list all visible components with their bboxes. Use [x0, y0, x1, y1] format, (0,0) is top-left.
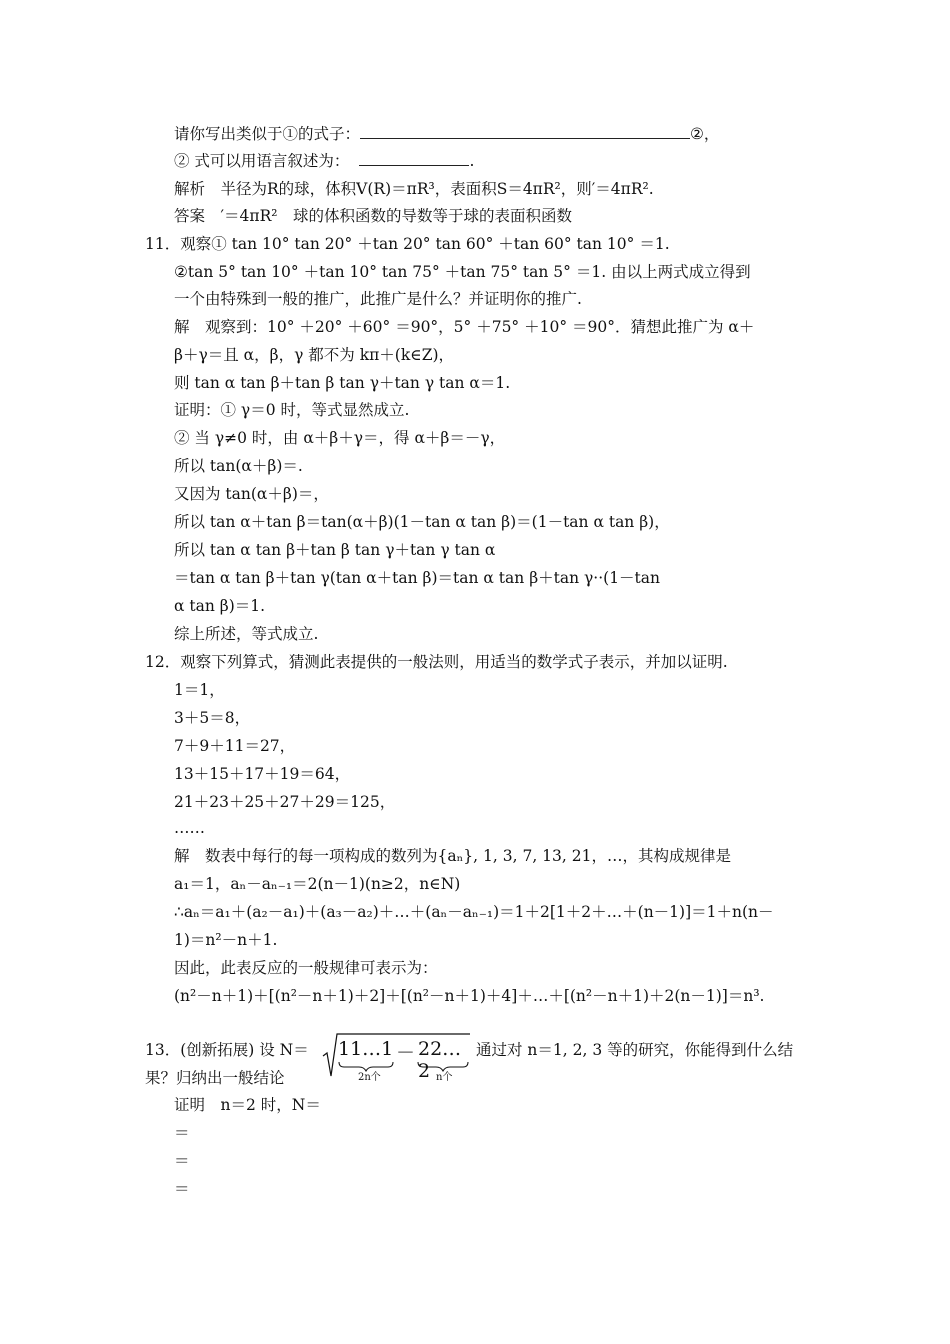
line-38: ＝: [174, 1180, 190, 1198]
line-13: 所以 tan(α＋β)＝.: [174, 457, 303, 475]
problem-13-a: 13．(创新拓展) 设 N＝: [145, 1041, 309, 1059]
sqrt-formula: [322, 1032, 472, 1084]
line-06: ②tan 5° tan 10° ＋tan 10° tan 75° ＋tan 75° tan 5° ＝1. 由以上两式成立得到: [174, 263, 751, 281]
line-01: 请你写出类似于①的式子： ②，: [174, 125, 720, 143]
line-36: ＝: [174, 1124, 190, 1142]
line-08: 解 观察到：10° ＋20° ＋60° ＝90°，5° ＋75° ＋10° ＝90°．猜想此推广为 α＋: [174, 318, 755, 336]
line-34: 果？归纳出一般结论: [145, 1069, 285, 1087]
line-28: a₁＝1，aₙ－aₙ₋₁＝2(n－1)(n≥2，n∈N): [174, 875, 461, 893]
prompt-text: 请你写出类似于①的式子：: [174, 125, 361, 143]
line-24: 13＋15＋17＋19＝64，: [174, 765, 351, 783]
line-04: 答案 ′＝4πR² 球的体积函数的导数等于球的表面积函数: [174, 207, 572, 225]
line-27: 解 数表中每行的每一项构成的数列为{aₙ}, 1, 3, 7, 13, 21，…，其构成规律是: [174, 847, 731, 865]
line-15: 所以 tan α＋tan β＝tan(α＋β)(1－tan α tan β)＝(1－tan α tan β)，: [174, 513, 670, 531]
line-16: 所以 tan α tan β＋tan β tan γ＋tan γ tan α: [174, 541, 496, 559]
line-22: 3＋5＝8，: [174, 709, 251, 727]
line-29: ∴aₙ＝a₁＋(a₂－a₁)＋(a₃－a₂)＋…＋(aₙ－aₙ₋₁)＝1＋2[1＋2＋…＋(n－1)]＝1＋n(n－: [174, 903, 774, 921]
line-19: 综上所述，等式成立.: [174, 625, 319, 643]
line-32: (n²－n＋1)＋[(n²－n＋1)＋2]＋[(n²－n＋1)＋4]＋…＋[(n²－n＋1)＋2(n－1)]＝n³.: [174, 987, 765, 1005]
twos-count: n个: [436, 1072, 453, 1083]
ones-count: 2n个: [358, 1072, 381, 1083]
answer-blank-1: [360, 124, 690, 139]
ones-term: 11…1: [338, 1038, 394, 1060]
line-03: 解析 半径为R的球，体积V(R)＝πR³，表面积S＝4πR²，则′＝4πR².: [174, 180, 654, 198]
line-09: β＋γ＝且 α，β，γ 都不为 kπ＋(k∈Z)，: [174, 346, 455, 364]
line-10: 则 tan α tan β＋tan β tan γ＋tan γ tan α＝1.: [174, 374, 511, 392]
line-17: ＝tan α tan β＋tan γ(tan α＋tan β)＝tan α tan β＋tan γ··(1－tan: [174, 569, 661, 587]
line-07: 一个由特殊到一般的推广，此推广是什么？并证明你的推广.: [174, 290, 582, 308]
line-37: ＝: [174, 1152, 190, 1170]
problem-13-b: 通过对 n＝1, 2, 3 等的研究，你能得到什么结: [476, 1041, 794, 1059]
line-21: 1＝1，: [174, 681, 225, 699]
minus-sign: －: [396, 1042, 416, 1064]
line-35: 证明 n＝2 时，N＝: [174, 1096, 321, 1114]
answer-blank-2: [359, 151, 469, 166]
problem-11: 11．观察① tan 10° tan 20° ＋tan 20° tan 60° ＋tan 60° tan 10° ＝1.: [145, 235, 670, 253]
line-26: ……: [174, 819, 205, 837]
line-31: 因此，此表反应的一般规律可表示为：: [174, 959, 438, 977]
line-23: 7＋9＋11＝27，: [174, 737, 296, 755]
twos-term: 22…2: [418, 1038, 462, 1082]
line-30: 1)＝n²－n＋1.: [174, 931, 278, 949]
line-18: α tan β)＝1.: [174, 597, 266, 615]
problem-12: 12．观察下列算式，猜测此表提供的一般法则，用适当的数学式子表示，并加以证明.: [145, 653, 728, 671]
line-12: ② 当 γ≠0 时，由 α＋β＋γ＝，得 α＋β＝－γ，: [174, 429, 506, 447]
line-02: ② 式可以用语言叙述为： .: [174, 152, 475, 170]
line-11: 证明：① γ＝0 时，等式显然成立.: [174, 401, 410, 419]
line-14: 又因为 tan(α＋β)＝，: [174, 485, 329, 503]
line-25: 21＋23＋25＋27＋29＝125，: [174, 793, 396, 811]
